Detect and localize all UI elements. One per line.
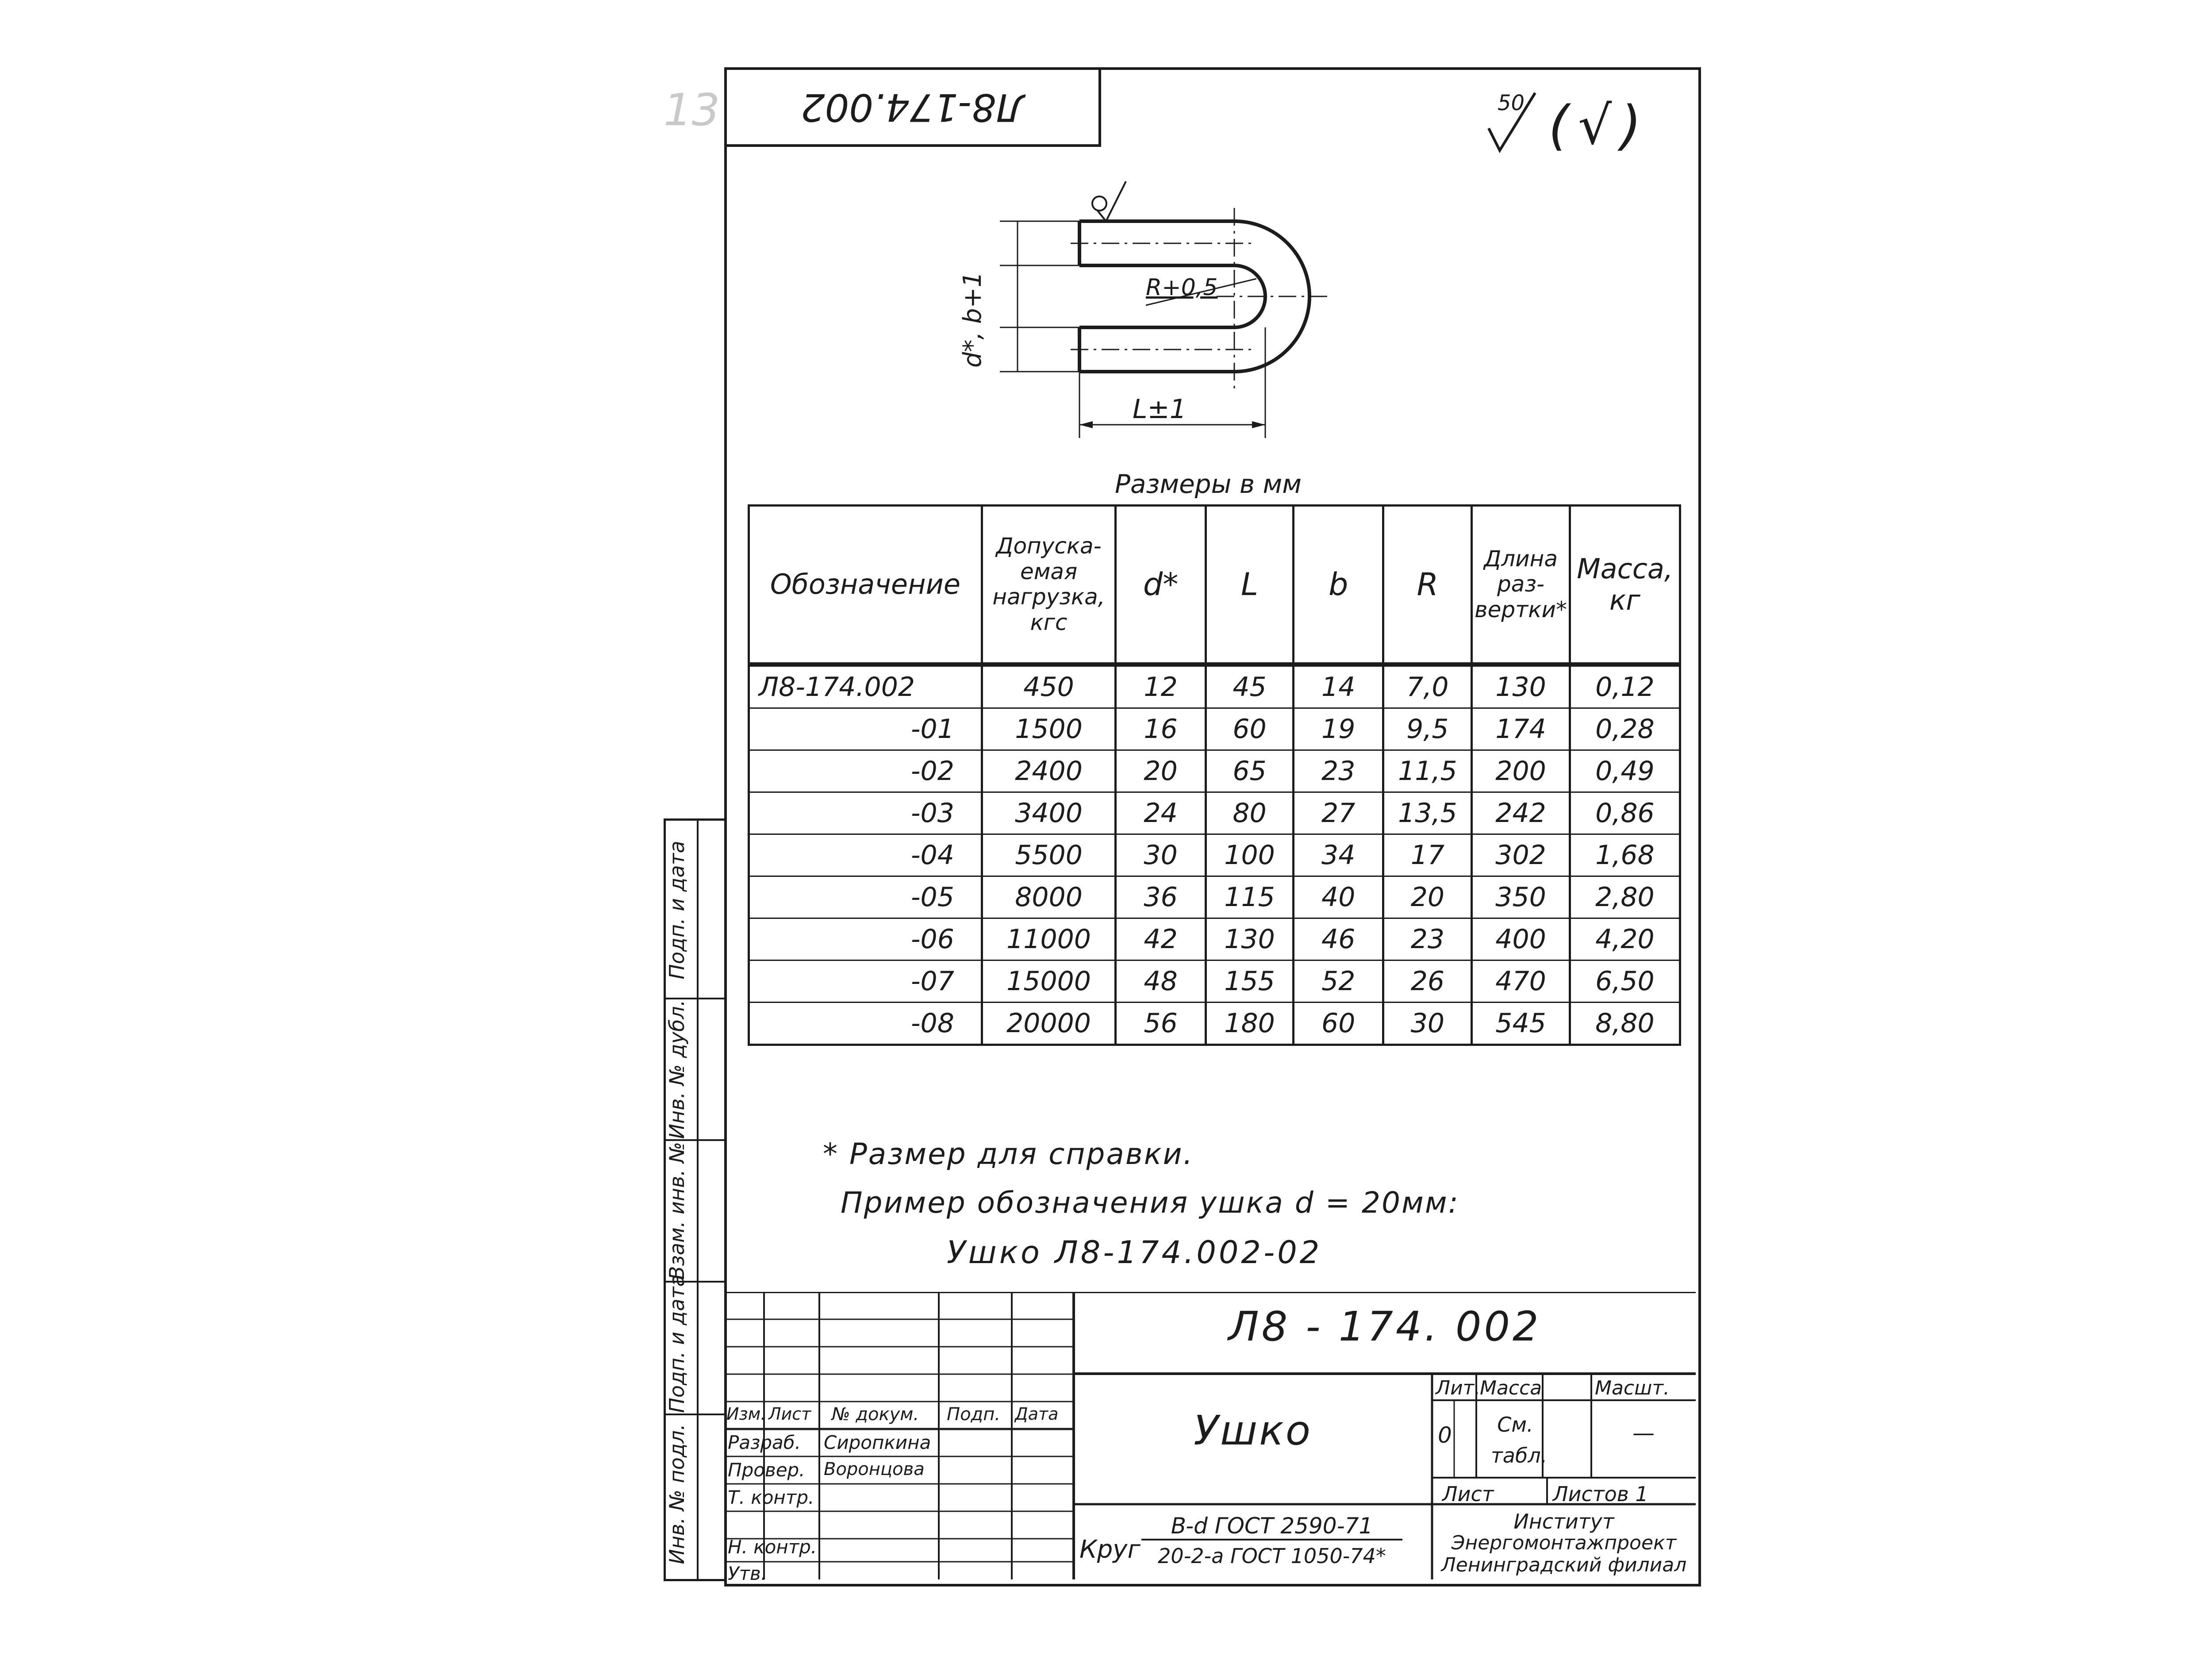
table-cell: 115 — [1206, 876, 1293, 918]
table-cell: 80 — [1206, 792, 1293, 834]
table-cell: -05 — [749, 876, 982, 918]
table-caption: Размеры в мм — [1115, 469, 1302, 499]
scale-label: Масшт. — [1595, 1377, 1670, 1399]
table-cell: 2400 — [982, 750, 1115, 792]
table-cell: 16 — [1116, 708, 1206, 750]
table-cell: 350 — [1472, 876, 1570, 918]
table-cell: 17 — [1383, 834, 1472, 876]
table-row — [749, 665, 1680, 708]
roughness-value: 50 — [1498, 91, 1525, 115]
org-line-3: Ленинградский филиал — [1441, 1554, 1687, 1576]
col-sign: Подп. — [947, 1404, 1001, 1425]
table-cell: -08 — [749, 1003, 982, 1045]
table-cell: 19 — [1294, 708, 1383, 750]
dim-width-label: d*, b+1 — [958, 271, 987, 368]
table-cell: 302 — [1472, 834, 1570, 876]
table-cell: 15000 — [982, 960, 1115, 1003]
prover-name: Воронцова — [824, 1459, 925, 1479]
table-cell: 0,49 — [1570, 750, 1680, 792]
table-cell: 14 — [1294, 665, 1383, 708]
table-cell: 60 — [1294, 1003, 1383, 1045]
side-field-sign-date-2: Подп. и дата — [665, 1274, 689, 1413]
table-cell: 23 — [1383, 918, 1472, 960]
dim-length-label: L±1 — [1133, 394, 1187, 425]
nkontr-label: Н. контр. — [728, 1536, 817, 1558]
table-cell: 27 — [1294, 792, 1383, 834]
table-cell: 0,86 — [1570, 792, 1680, 834]
table-cell: 11000 — [982, 918, 1115, 960]
table-cell: 30 — [1116, 834, 1206, 876]
table-cell: -04 — [749, 834, 982, 876]
table-cell: 1,68 — [1570, 834, 1680, 876]
mass-label: Масса — [1480, 1377, 1542, 1399]
side-field-sign-date-1: Подп. и дата — [665, 841, 689, 980]
table-header-cell-3: L — [1206, 506, 1293, 665]
table-header-cell-6: Длина раз- вертки* — [1472, 506, 1570, 665]
table-row — [749, 876, 1680, 918]
table-row — [749, 792, 1680, 834]
dim-radius-label: R+0,5 — [1146, 274, 1218, 301]
col-date: Дата — [1015, 1404, 1059, 1424]
org-line-1: Институт — [1513, 1510, 1614, 1533]
table-cell: 4,20 — [1570, 918, 1680, 960]
material-bottom: 20-2-а ГОСТ 1050-74* — [1158, 1544, 1386, 1568]
roughness-parenthesis: (√) — [1548, 95, 1651, 157]
table-cell: 400 — [1472, 918, 1570, 960]
top-code-text: Л8-174.002 — [800, 85, 1025, 129]
table-cell: -02 — [749, 750, 982, 792]
table-cell: 52 — [1294, 960, 1383, 1003]
table-cell: 20 — [1383, 876, 1472, 918]
table-cell: 0,28 — [1570, 708, 1680, 750]
table-row — [749, 1003, 1680, 1045]
sheet-label: Лист — [1442, 1482, 1494, 1506]
table-cell: 1500 — [982, 708, 1115, 750]
table-cell: 30 — [1383, 1003, 1472, 1045]
table-row — [749, 750, 1680, 792]
table-row — [749, 960, 1680, 1003]
table-cell: 3400 — [982, 792, 1115, 834]
table-cell: 155 — [1206, 960, 1293, 1003]
table-header-cell-2: d* — [1116, 506, 1206, 665]
lit-label: Лит. — [1436, 1377, 1481, 1399]
table-cell: 0,12 — [1570, 665, 1680, 708]
table-header-row — [749, 506, 1680, 665]
material-label: Круг — [1079, 1535, 1141, 1564]
table-cell: 5500 — [982, 834, 1115, 876]
prover-label: Провер. — [728, 1459, 805, 1481]
tkontr-label: Т. контр. — [728, 1487, 814, 1508]
table-cell: 20 — [1116, 750, 1206, 792]
table-cell: 9,5 — [1383, 708, 1472, 750]
table-cell: 8,80 — [1570, 1003, 1680, 1045]
note-designation-value: Ушко Л8-174.002-02 — [947, 1234, 1322, 1271]
side-field-dup-inv: Инв. № дубл. — [665, 999, 689, 1139]
table-header-cell-7: Масса, кг — [1570, 506, 1680, 665]
table-cell: 130 — [1472, 665, 1570, 708]
sheet-mark: 13 — [664, 84, 720, 136]
table-cell: 36 — [1116, 876, 1206, 918]
table-cell: 13,5 — [1383, 792, 1472, 834]
table-cell: 470 — [1472, 960, 1570, 1003]
table-cell: Л8-174.002 — [749, 665, 982, 708]
table-cell: 34 — [1294, 834, 1383, 876]
table-row — [749, 708, 1680, 750]
table-cell: 450 — [982, 665, 1115, 708]
scale-value: — — [1632, 1420, 1655, 1446]
table-cell: 174 — [1472, 708, 1570, 750]
table-cell: 40 — [1294, 876, 1383, 918]
table-cell: 545 — [1472, 1003, 1570, 1045]
note-reference-size: * Размер для справки. — [823, 1137, 1194, 1171]
table-row — [749, 834, 1680, 876]
table-cell: -01 — [749, 708, 982, 750]
sheets-label: Листов 1 — [1553, 1482, 1648, 1506]
top-code-box — [724, 67, 1101, 147]
table-cell: 56 — [1116, 1003, 1206, 1045]
table-cell: 180 — [1206, 1003, 1293, 1045]
lit-value: 0 — [1438, 1422, 1452, 1448]
table-cell: -07 — [749, 960, 982, 1003]
title-name: Ушко — [1193, 1407, 1313, 1454]
table-cell: 7,0 — [1383, 665, 1472, 708]
table-cell: 200 — [1472, 750, 1570, 792]
col-doc: № докум. — [832, 1404, 919, 1425]
table-cell: 65 — [1206, 750, 1293, 792]
side-field-replace-inv: Взам. инв. № — [665, 1141, 689, 1280]
table-cell: 11,5 — [1383, 750, 1472, 792]
table-cell: -03 — [749, 792, 982, 834]
title-code: Л8 - 174. 002 — [1228, 1303, 1541, 1350]
mass-value: См. табл. — [1491, 1413, 1548, 1467]
table-cell: 8000 — [982, 876, 1115, 918]
table-cell: 20000 — [982, 1003, 1115, 1045]
side-field-orig-inv: Инв. № подл. — [665, 1424, 689, 1564]
table-cell: 130 — [1206, 918, 1293, 960]
note-designation-example: Пример обозначения ушка d = 20мм: — [841, 1186, 1459, 1220]
table-cell: 12 — [1116, 665, 1206, 708]
table-cell: 42 — [1116, 918, 1206, 960]
table-cell: 60 — [1206, 708, 1293, 750]
col-list: Лист — [768, 1404, 811, 1424]
table-cell: -06 — [749, 918, 982, 960]
col-izm: Изм. — [726, 1404, 766, 1424]
dimensions-table — [748, 504, 1681, 1046]
razrab-name: Сиропкина — [824, 1432, 931, 1453]
table-cell: 6,50 — [1570, 960, 1680, 1003]
table-cell: 23 — [1294, 750, 1383, 792]
table-header-cell-4: b — [1294, 506, 1383, 665]
table-row — [749, 918, 1680, 960]
table-header-cell-1: Допуска- емая нагрузка, кгс — [982, 506, 1115, 665]
table-cell: 100 — [1206, 834, 1293, 876]
table-cell: 242 — [1472, 792, 1570, 834]
org-line-2: Энергомонтажпроект — [1451, 1532, 1677, 1554]
utv-label: Утв. — [728, 1563, 767, 1584]
razrab-label: Разраб. — [728, 1432, 801, 1453]
material-top: B-d ГОСТ 2590-71 — [1141, 1513, 1402, 1540]
table-header-cell-5: R — [1383, 506, 1472, 665]
table-header-cell-0: Обозначение — [749, 506, 982, 665]
table-cell: 46 — [1294, 918, 1383, 960]
table-cell: 45 — [1206, 665, 1293, 708]
table-cell: 26 — [1383, 960, 1472, 1003]
table-cell: 24 — [1116, 792, 1206, 834]
table-cell: 48 — [1116, 960, 1206, 1003]
table-cell: 2,80 — [1570, 876, 1680, 918]
